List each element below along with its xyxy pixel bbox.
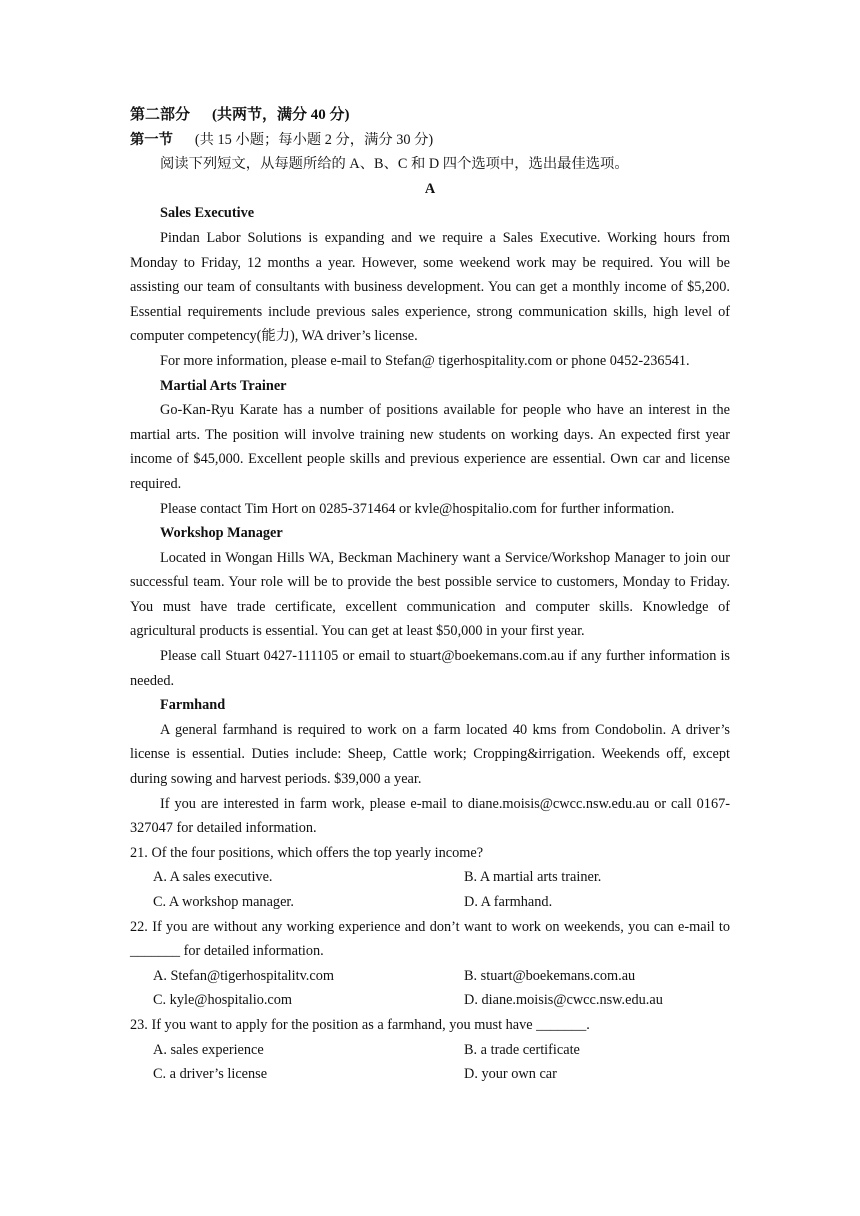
option-b: B. A martial arts trainer. bbox=[464, 869, 602, 886]
ad-body-sales-executive: Pindan Labor Solutions is expanding and we require a Sales Executive. Working hours from Monday to Friday, 12 months a year. However, some weekend work may be required. You will be assisting our team of consultants with business development. You can get a monthly income of $5,200. Essential requirements include previous sales experience, strong communication skills, high level of computer competency(能力), WA driver’s license. bbox=[130, 229, 730, 345]
question-23-options-row-1 bbox=[130, 1038, 730, 1063]
option-b: B. a trade certificate bbox=[464, 1041, 580, 1058]
option-d: D. A farmhand. bbox=[464, 894, 553, 910]
question-23-options-row-2 bbox=[130, 1062, 730, 1087]
part-heading bbox=[130, 103, 730, 128]
question-23-stem: 23. If you want to apply for the position as a farmhand, you must have _______. bbox=[130, 1016, 590, 1033]
section-note: (共 15 小题；每小题 2 分，满分 30 分) bbox=[194, 131, 434, 148]
page-content bbox=[130, 103, 730, 1087]
option-b: B. stuart@boekemans.com.au bbox=[464, 967, 636, 984]
part-note: (共两节，满分 40 分) bbox=[212, 107, 350, 123]
option-c: C. A workshop manager. bbox=[153, 894, 294, 910]
ad-contact-sales-executive: For more information, please e-mail to Stefan@ tigerhospitality.com or phone 0452-236541. bbox=[160, 352, 690, 369]
section-heading bbox=[130, 128, 730, 153]
ad-contact-martial-arts-trainer: Please contact Tim Hort on 0285-371464 or kvle@hospitalio.com for further information. bbox=[160, 500, 675, 517]
part-title: 第二部分 bbox=[130, 107, 191, 123]
passage-letter: A bbox=[424, 180, 436, 197]
option-a: A. sales experience bbox=[153, 1041, 264, 1058]
ad-body-farmhand: A general farmhand is required to work on a farm located 40 kms from Condobolin. A driver’s license is essential. Duties include: Sheep, Cattle work; Cropping&irrigation. Weekends off, except during sowing and harvest periods. $39,000 a year. bbox=[130, 721, 730, 788]
option-d: D. diane.moisis@cwcc.nsw.edu.au bbox=[464, 992, 663, 1009]
ad-title-farmhand: Farmhand bbox=[160, 697, 226, 714]
section-title: 第一节 bbox=[130, 131, 173, 148]
option-a: A. A sales executive. bbox=[153, 869, 273, 886]
question-21-options-row-1 bbox=[130, 865, 730, 890]
ad-contact-workshop-manager: Please call Stuart 0427-111105 or email to stuart@boekemans.com.au if any further information is needed. bbox=[130, 648, 730, 689]
ad-title-workshop-manager: Workshop Manager bbox=[160, 525, 283, 542]
ad-body-martial-arts-trainer: Go-Kan-Ryu Karate has a number of positions available for people who have an interest in the martial arts. The position will involve training new students on working days. An expected first year income of $45,000. Excellent people skills and previous experience are essential. Own car and license required. bbox=[130, 402, 730, 492]
option-c: C. kyle@hospitalio.com bbox=[153, 992, 293, 1009]
question-21-options-row-2 bbox=[130, 890, 730, 915]
ad-title-sales-executive: Sales Executive bbox=[160, 205, 255, 222]
instruction: 阅读下列短文，从每题所给的 A、B、C 和 D 四个选项中，选出最佳选项。 bbox=[160, 156, 629, 173]
option-c: C. a driver’s license bbox=[153, 1066, 268, 1083]
ad-contact-farmhand: If you are interested in farm work, please e-mail to diane.moisis@cwcc.nsw.edu.au or call 0167-327047 for detailed information. bbox=[130, 795, 730, 837]
question-22-options-row-1 bbox=[130, 964, 730, 989]
question-22-stem: 22. If you are without any working experience and don’t want to work on weekends, you can e-mail to _______ for detailed information. bbox=[130, 918, 730, 960]
ad-title-martial-arts-trainer: Martial Arts Trainer bbox=[160, 377, 287, 394]
ad-body-workshop-manager: Located in Wongan Hills WA, Beckman Machinery want a Service/Workshop Manager to join our successful team. Your role will be to provide the best possible service to customers, Monday to Friday. You must have trade certificate, excellent communication and computer skills. Knowledge of agricultural products is essential. You can get at least $50,000 in your first year. bbox=[130, 549, 730, 640]
option-d: D. your own car bbox=[464, 1066, 557, 1083]
question-21-stem: 21. Of the four positions, which offers the top yearly income? bbox=[130, 844, 484, 861]
question-22-options-row-2 bbox=[130, 988, 730, 1013]
option-a: A. Stefan@tigerhospitalitv.com bbox=[153, 967, 334, 984]
